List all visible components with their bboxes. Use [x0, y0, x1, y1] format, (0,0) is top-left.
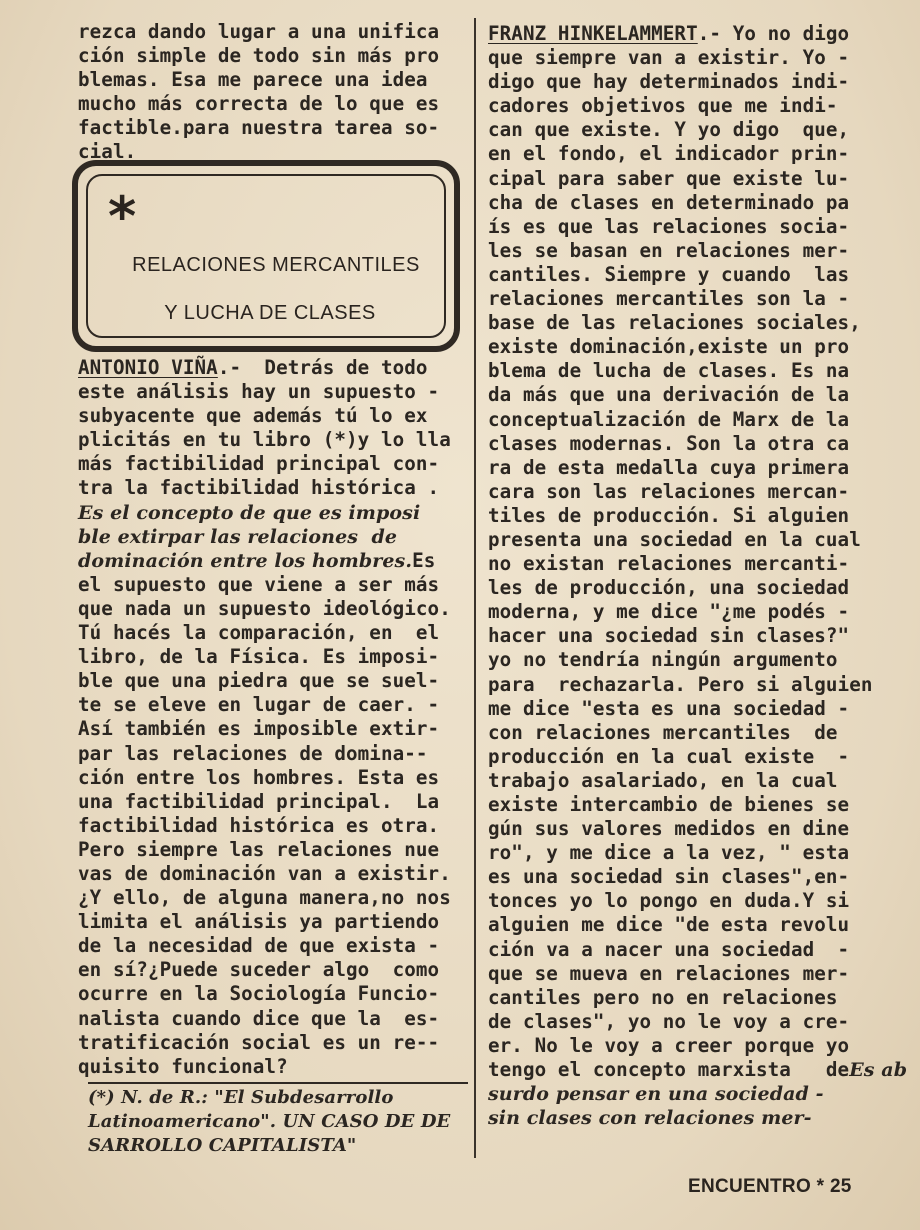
text-line: cadores objetivos que me indi- — [488, 94, 838, 118]
text-line: cipal para saber que existe lu- — [488, 166, 850, 190]
page-footer — [688, 1176, 852, 1198]
section-heading-box — [72, 160, 460, 352]
italic-line: surdo pensar en una sociedad - — [488, 1083, 824, 1106]
asterisk-icon: * — [108, 185, 137, 248]
text-line: limita el análisis ya partiendo — [78, 910, 440, 934]
text-line: ción simple de todo sin más pro — [78, 44, 440, 68]
hinkelammert-paragraph — [488, 22, 908, 1130]
text-line: Así también es imposible extir- — [78, 717, 440, 741]
text-line: de la necesidad de que exista - — [78, 934, 440, 958]
text-line: nalista cuando dice que la es- — [78, 1006, 440, 1030]
text-line: factible.para nuestra tarea so- — [78, 116, 440, 140]
text-line: libro, de la Física. Es imposi- — [78, 645, 440, 669]
text-line: tra la factibilidad histórica . — [78, 476, 440, 500]
text-line: base de las relaciones sociales, — [488, 311, 861, 335]
text-line: gún sus valores medidos en dine — [488, 817, 850, 841]
text-line: más factibilidad principal con- — [78, 452, 440, 476]
text-line: Tú hacés la comparación, en el — [78, 621, 440, 645]
text-line: producción en la cual existe - — [488, 744, 850, 768]
text-line: can que existe. Y yo digo que, — [488, 118, 850, 142]
text-line: vas de dominación van a existir. — [78, 861, 451, 885]
text-line: no existan relaciones mercanti- — [488, 552, 850, 576]
text-line: rezca dando lugar a una unifica — [78, 20, 440, 43]
text-line: tratificación social es un re-- — [78, 1030, 440, 1054]
text-line: dominación entre los hombres.Es — [78, 548, 436, 572]
text-line: ocurre en la Sociología Funcio- — [78, 982, 440, 1006]
text-line: para rechazarla. Pero si alguien — [488, 672, 873, 696]
text-line: existe intercambio de bienes se — [488, 793, 850, 816]
italic-line: Es el concepto de que es imposi — [78, 501, 421, 524]
intro-text — [78, 20, 470, 165]
text-line: ción entre los hombres. Esta es — [78, 765, 440, 789]
column-divider — [474, 18, 476, 1158]
text-line: relaciones mercantiles son la - — [488, 287, 850, 311]
text-line: ro", y me dice a la vez, " esta — [488, 841, 850, 865]
text-line: el supuesto que viene a ser más — [78, 572, 440, 596]
italic-line: sin clases con relaciones mer- — [488, 1107, 812, 1130]
magazine-name: ENCUENTRO — [688, 1176, 812, 1197]
text-line: alguien me dice "de esta revolu — [488, 913, 850, 937]
text-line: tiles de producción. Si alguien — [488, 503, 850, 527]
text-line: er. No le voy a creer porque yo — [488, 1033, 850, 1057]
text-line: con relaciones mercantiles de — [488, 720, 838, 744]
text-line: me dice "esta es una sociedad - — [488, 696, 850, 720]
text-line: par las relaciones de domina-- — [78, 741, 428, 765]
page-number: 25 — [829, 1176, 852, 1197]
text-line: ra de esta medalla cuya primera — [488, 455, 850, 479]
text-line: blemas. Esa me parece una idea — [78, 68, 428, 92]
text-line: ANTONIO VIÑA.- Detrás de todo — [78, 356, 428, 379]
text-line: moderna, y me dice "¿me podés - — [488, 600, 850, 624]
text-line: este análisis hay un supuesto - — [78, 380, 440, 404]
text-line: mucho más correcta de lo que es — [78, 92, 440, 116]
text-line: en el fondo, el indicador prin- — [488, 142, 850, 166]
text-line: ís es que las relaciones socia- — [488, 214, 850, 238]
text-line: les se basan en relaciones mer- — [488, 238, 850, 262]
section-title-line-1: RELACIONES MERCANTILES — [132, 254, 420, 276]
text-line: yo no tendría ningún argumento — [488, 648, 838, 672]
text-line: cantiles pero no en relaciones — [488, 985, 838, 1009]
section-title-line-2: Y LUCHA DE CLASES — [164, 302, 376, 324]
text-line: blema de lucha de clases. Es na — [488, 359, 850, 383]
text-line: existe dominación,existe un pro — [488, 335, 850, 359]
text-line: que siempre van a existir. Yo - — [488, 46, 850, 70]
text-line: FRANZ HINKELAMMERT.- Yo no digo — [488, 22, 850, 45]
text-line: Pero siempre las relaciones nue — [78, 837, 440, 861]
vina-paragraph — [78, 356, 470, 1079]
speaker-name: ANTONIO VIÑA — [78, 356, 218, 379]
italic-line: ble extirpar las relaciones de — [78, 525, 398, 548]
text-line: cara son las relaciones mercan- — [488, 479, 850, 503]
text-line: les de producción, una sociedad — [488, 576, 850, 600]
text-line: es una sociedad sin clases",en- — [488, 865, 850, 889]
text-line: quisito funcional? — [78, 1054, 288, 1078]
text-line: cha de clases en determinado pa — [488, 190, 850, 214]
text-line: plicitás en tu libro (*)y lo lla — [78, 428, 451, 452]
footnote-line: SARROLLO CAPITALISTA" — [88, 1135, 357, 1156]
separator-star: * — [816, 1176, 825, 1197]
speaker-name: FRANZ HINKELAMMERT — [488, 22, 698, 45]
text-line: tengo el concepto marxista deEs ab — [488, 1058, 908, 1082]
text-line: subyacente que además tú lo ex — [78, 404, 428, 428]
text-line: cantiles. Siempre y cuando las — [488, 262, 850, 286]
text-line: ¿Y ello, de alguna manera,no nos — [78, 886, 451, 910]
text-line: factibilidad histórica es otra. — [78, 813, 440, 837]
text-line: te se eleve en lugar de caer. - — [78, 693, 440, 717]
text-line: trabajo asalariado, en la cual — [488, 768, 838, 792]
text-line: clases modernas. Son la otra ca — [488, 431, 850, 455]
text-line: cial. — [78, 140, 137, 164]
text-line: en sí?¿Puede suceder algo como — [78, 958, 440, 982]
text-line: ble que una piedra que se suel- — [78, 669, 440, 693]
text-line: da más que una derivación de la — [488, 383, 850, 407]
footnote-line: (*) N. de R.: "El Subdesarrollo — [88, 1087, 394, 1108]
text-line: una factibilidad principal. La — [78, 789, 440, 813]
text-line: tonces yo lo pongo en duda.Y si — [488, 889, 850, 913]
text-line: digo que hay determinados indi- — [488, 70, 850, 94]
text-line: que nada un supuesto ideológico. — [78, 596, 451, 620]
text-line: hacer una sociedad sin clases?" — [488, 624, 850, 648]
text-line: presenta una sociedad en la cual — [488, 527, 861, 551]
text-line: que se mueva en relaciones mer- — [488, 961, 850, 985]
text-line: ción va a nacer una sociedad - — [488, 937, 850, 961]
footnote — [88, 1082, 468, 1158]
text-line: de clases", yo no le voy a cre- — [488, 1009, 850, 1033]
footnote-line: Latinoamericano". UN CASO DE DE — [88, 1111, 451, 1132]
text-line: conceptualización de Marx de la — [488, 407, 850, 431]
